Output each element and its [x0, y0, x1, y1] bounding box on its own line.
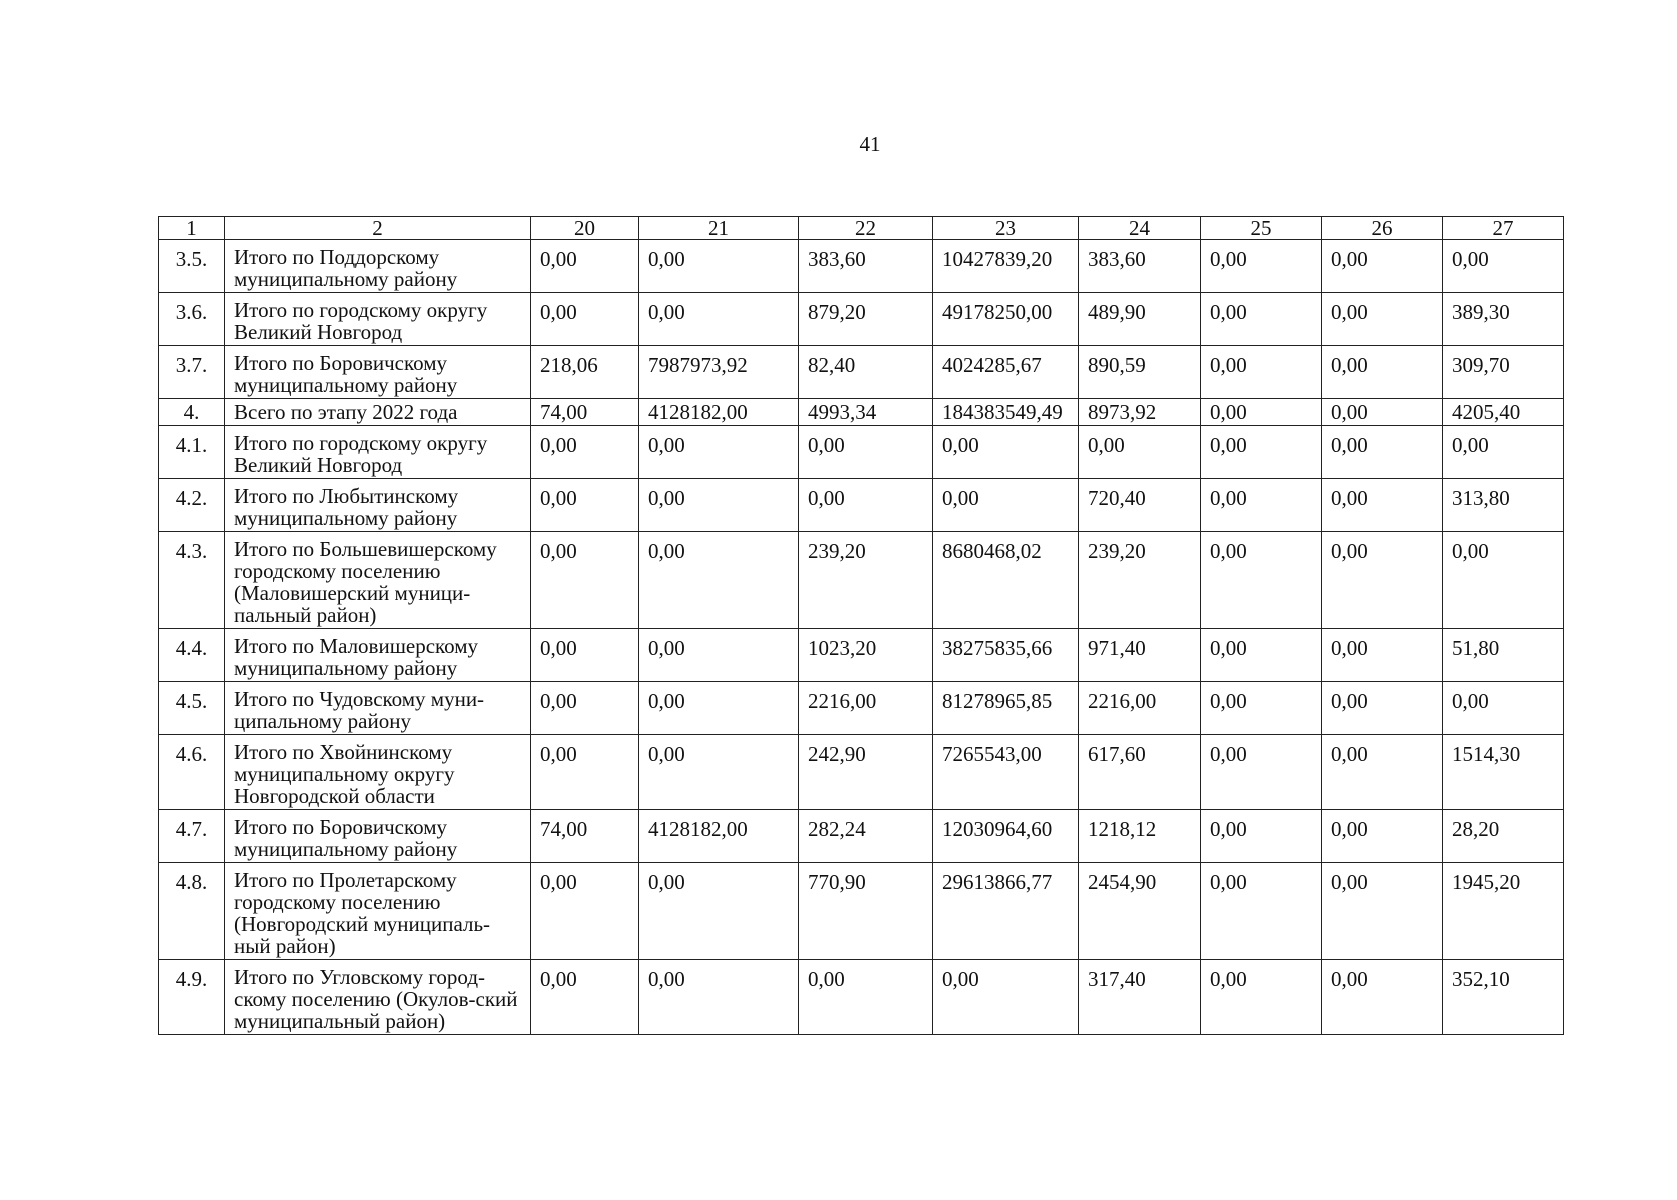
table-cell: 2454,90: [1079, 863, 1201, 960]
table-cell: 0,00: [531, 960, 639, 1035]
table-cell: 0,00: [1201, 240, 1322, 293]
column-header: 27: [1443, 217, 1564, 240]
table-cell: 8973,92: [1079, 399, 1201, 426]
column-header: 23: [933, 217, 1079, 240]
row-number: 4.3.: [159, 532, 225, 629]
table-cell: 0,00: [1443, 532, 1564, 629]
table-cell: 0,00: [1443, 240, 1564, 293]
table-cell: 879,20: [799, 293, 933, 346]
table-cell: 0,00: [531, 735, 639, 810]
table-cell: 0,00: [639, 426, 799, 479]
table-cell: 0,00: [933, 479, 1079, 532]
row-number: 3.5.: [159, 240, 225, 293]
table-header-row: [159, 217, 1564, 240]
row-label: Итого по Пролетарскому городскому поселению (Новгородский муниципаль-ный район): [225, 863, 531, 960]
table-cell: 218,06: [531, 346, 639, 399]
table-cell: 7987973,92: [639, 346, 799, 399]
table-cell: 0,00: [1201, 810, 1322, 863]
table-cell: 239,20: [799, 532, 933, 629]
table-cell: 0,00: [531, 629, 639, 682]
row-label: Итого по Боровичскому муниципальному району: [225, 346, 531, 399]
table-row: [159, 735, 1564, 810]
column-header: 2: [225, 217, 531, 240]
table-cell: 0,00: [799, 479, 933, 532]
table-cell: 239,20: [1079, 532, 1201, 629]
table-cell: 0,00: [639, 240, 799, 293]
row-number: 4.7.: [159, 810, 225, 863]
table-row: [159, 293, 1564, 346]
table-cell: 0,00: [1322, 682, 1443, 735]
table-row: [159, 240, 1564, 293]
table-cell: 2216,00: [799, 682, 933, 735]
table-cell: 74,00: [531, 810, 639, 863]
table-row: [159, 682, 1564, 735]
table-cell: 29613866,77: [933, 863, 1079, 960]
table-cell: 489,90: [1079, 293, 1201, 346]
table-cell: 0,00: [1201, 863, 1322, 960]
table-cell: 0,00: [1201, 735, 1322, 810]
column-header: 26: [1322, 217, 1443, 240]
table-cell: 971,40: [1079, 629, 1201, 682]
table-row: [159, 426, 1564, 479]
table-cell: 0,00: [1201, 399, 1322, 426]
table-cell: 0,00: [1322, 240, 1443, 293]
table-cell: 0,00: [1201, 532, 1322, 629]
table-row: [159, 479, 1564, 532]
table-cell: 0,00: [1322, 629, 1443, 682]
table-cell: 7265543,00: [933, 735, 1079, 810]
row-label: Итого по Маловишерскому муниципальному району: [225, 629, 531, 682]
table-row: [159, 346, 1564, 399]
table-cell: 0,00: [1201, 682, 1322, 735]
table-cell: 0,00: [799, 426, 933, 479]
table-cell: 4128182,00: [639, 399, 799, 426]
row-number: 4.: [159, 399, 225, 426]
table-cell: 890,59: [1079, 346, 1201, 399]
table-cell: 383,60: [1079, 240, 1201, 293]
row-label: Итого по Большевишерскому городскому поселению (Маловишерский муници-пальный район): [225, 532, 531, 629]
row-number: 4.2.: [159, 479, 225, 532]
table-cell: 49178250,00: [933, 293, 1079, 346]
table-cell: 0,00: [1322, 293, 1443, 346]
table-cell: 0,00: [1201, 426, 1322, 479]
table-cell: 313,80: [1443, 479, 1564, 532]
table-cell: 38275835,66: [933, 629, 1079, 682]
row-number: 4.4.: [159, 629, 225, 682]
table-cell: 720,40: [1079, 479, 1201, 532]
table-cell: 1514,30: [1443, 735, 1564, 810]
table-cell: 0,00: [639, 735, 799, 810]
row-number: 3.7.: [159, 346, 225, 399]
row-number: 3.6.: [159, 293, 225, 346]
row-label: Итого по Боровичскому муниципальному району: [225, 810, 531, 863]
table-cell: 4993,34: [799, 399, 933, 426]
table-cell: 0,00: [1322, 479, 1443, 532]
table-cell: 0,00: [531, 293, 639, 346]
table-cell: 4128182,00: [639, 810, 799, 863]
table-cell: 282,24: [799, 810, 933, 863]
table-cell: 0,00: [1443, 426, 1564, 479]
table-cell: 309,70: [1443, 346, 1564, 399]
row-label: Итого по Поддорскому муниципальному району: [225, 240, 531, 293]
table-cell: 617,60: [1079, 735, 1201, 810]
table-cell: 0,00: [639, 479, 799, 532]
row-number: 4.1.: [159, 426, 225, 479]
table-cell: 0,00: [531, 240, 639, 293]
table-cell: 2216,00: [1079, 682, 1201, 735]
column-header: 21: [639, 217, 799, 240]
table-cell: 0,00: [1322, 426, 1443, 479]
table-row: [159, 532, 1564, 629]
column-header: 1: [159, 217, 225, 240]
table-cell: 0,00: [1322, 735, 1443, 810]
table-cell: 28,20: [1443, 810, 1564, 863]
table-row: [159, 863, 1564, 960]
row-label: Итого по городскому округу Великий Новгород: [225, 293, 531, 346]
table-cell: 82,40: [799, 346, 933, 399]
row-number: 4.8.: [159, 863, 225, 960]
table-cell: 0,00: [639, 629, 799, 682]
table-cell: 0,00: [1201, 629, 1322, 682]
table-cell: 0,00: [531, 532, 639, 629]
table-cell: 0,00: [639, 863, 799, 960]
table-cell: 1023,20: [799, 629, 933, 682]
table-cell: 770,90: [799, 863, 933, 960]
row-label: Итого по Чудовскому муни-ципальному району: [225, 682, 531, 735]
row-label: Итого по Хвойнинскому муниципальному округу Новгородской области: [225, 735, 531, 810]
table-row: [159, 960, 1564, 1035]
table-cell: 0,00: [639, 293, 799, 346]
table-cell: 0,00: [1201, 293, 1322, 346]
table-cell: 0,00: [1079, 426, 1201, 479]
column-header: 20: [531, 217, 639, 240]
row-number: 4.6.: [159, 735, 225, 810]
table-cell: 317,40: [1079, 960, 1201, 1035]
table-cell: 0,00: [1201, 479, 1322, 532]
table-cell: 0,00: [1322, 810, 1443, 863]
table-row: [159, 399, 1564, 426]
table-cell: 4205,40: [1443, 399, 1564, 426]
table-cell: 383,60: [799, 240, 933, 293]
table-cell: 0,00: [1322, 863, 1443, 960]
table-cell: 51,80: [1443, 629, 1564, 682]
column-header: 24: [1079, 217, 1201, 240]
row-label: Итого по городскому округу Великий Новгород: [225, 426, 531, 479]
table-cell: 0,00: [1322, 399, 1443, 426]
table-cell: 8680468,02: [933, 532, 1079, 629]
table-cell: 1945,20: [1443, 863, 1564, 960]
table-cell: 10427839,20: [933, 240, 1079, 293]
table-cell: 0,00: [1322, 532, 1443, 629]
table-cell: 4024285,67: [933, 346, 1079, 399]
table-cell: 0,00: [1322, 960, 1443, 1035]
row-label: Итого по Угловскому город-скому поселению (Окулов-ский муниципальный район): [225, 960, 531, 1035]
table-cell: 0,00: [639, 532, 799, 629]
table-cell: 0,00: [639, 960, 799, 1035]
row-label: Итого по Любытинскому муниципальному району: [225, 479, 531, 532]
data-table: [158, 216, 1564, 1035]
table-cell: 0,00: [531, 863, 639, 960]
table-cell: 0,00: [933, 960, 1079, 1035]
row-number: 4.5.: [159, 682, 225, 735]
table-cell: 352,10: [1443, 960, 1564, 1035]
table-cell: 1218,12: [1079, 810, 1201, 863]
table-cell: 0,00: [799, 960, 933, 1035]
table-cell: 0,00: [531, 426, 639, 479]
table-cell: 0,00: [531, 682, 639, 735]
table-cell: 389,30: [1443, 293, 1564, 346]
table-cell: 184383549,49: [933, 399, 1079, 426]
table-cell: 81278965,85: [933, 682, 1079, 735]
row-number: 4.9.: [159, 960, 225, 1035]
table-cell: 0,00: [1201, 960, 1322, 1035]
row-label: Всего по этапу 2022 года: [225, 399, 531, 426]
table-cell: 0,00: [639, 682, 799, 735]
table-cell: 0,00: [1443, 682, 1564, 735]
table-cell: 0,00: [1322, 346, 1443, 399]
table-row: [159, 810, 1564, 863]
table-cell: 74,00: [531, 399, 639, 426]
column-header: 22: [799, 217, 933, 240]
table-cell: 0,00: [531, 479, 639, 532]
table-cell: 0,00: [1201, 346, 1322, 399]
page-number: 41: [859, 132, 881, 156]
table-row: [159, 629, 1564, 682]
table-cell: 12030964,60: [933, 810, 1079, 863]
column-header: 25: [1201, 217, 1322, 240]
table-cell: 0,00: [933, 426, 1079, 479]
table-cell: 242,90: [799, 735, 933, 810]
